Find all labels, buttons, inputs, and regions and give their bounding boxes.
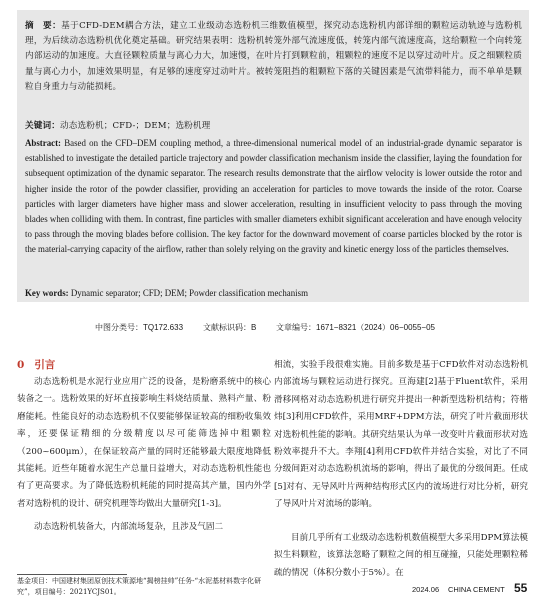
keywords-en xyxy=(25,286,522,301)
footnote-rule xyxy=(17,574,127,575)
body-left-paragraph-1: 动态选粉机是水泥行业应用广泛的设备，是粉磨系统中的核心装备之一。选粉效果的好坏直接影响生料烧结质量、熟料产量、粉磨能耗。性能良好的动态选粉机不仅要能够保证较高的细粉收集效率，还要保证精细的分级精度以尽可能筛选掉中粗颗粒（200~600μm），在保证较高产量的同时还能够最大限度地降低其能耗。近些年随着水泥生产总量日益增大，对动态选粉机性能也有了更高要求。为了降低选粉机耗能的同时提高其产量，国内外学者对选粉机的设计、研究机理等均做出大量研究[1-3]。 xyxy=(17,377,271,509)
page-number: 55 xyxy=(514,581,528,595)
section-heading xyxy=(17,357,55,372)
keywords-cn-label: 关键词： xyxy=(25,121,60,131)
body-right-paragraph-2: 目前几乎所有工业级动态选粉机数值模型大多采用DPM算法模拟生料颗粒，该算法忽略了颗粒之间的相互碰撞，只能处理颗粒稀疏的情况（体积分数小于5%）。在 xyxy=(274,533,528,578)
abstract-cn xyxy=(25,19,522,95)
section-number: 0 xyxy=(17,359,25,371)
keywords-en-label: Key words: xyxy=(25,288,69,298)
footer-journal: CHINA CEMENT xyxy=(448,585,505,594)
abstract-cn-text: 基于CFD-DEM耦合方法，建立工业级动态选粉机三维数值模型，探究动态选粉机内部详细的颗粒运动轨迹与选粉机理，为后续动态选粉机优化奠定基础。研究结果表明：选粉机转笼外部气流速度低，转笼内部气流速度高，这给颗粒一个向转笼内部运动的加速度。大直径颗粒质量与离心力大，加速慢，在叶片打到颗粒前，粗颗粒的速度不足以穿过动叶片。反之细颗粒质量与离心力小，加速效果明显，有足够的速度穿过动叶片。被转笼阻挡的粗颗粒下落的关键因素是气流带料能力，而不单单是颗粒自身重力与动能损耗。 xyxy=(25,21,522,92)
abstract-en-text: Based on the CFD–DEM coupling method, a three-dimensional numerical model of an industrial-grade dynamic separator is established to investigate the detailed particle trajectory and powder classification mechanism inside the classifier, laying the foundation for subsequent optimization of the dynamic separator. The research results demonstrate that the airflow velocity is lower outside the rotor and higher inside the rotor of the powder classifier, providing an acceleration for particles to move towards the inside of the rotor. Coarse particles with larger diameters have higher mass and slower acceleration, resulting in insufficient velocity to pass through the moving blades when colliding with them. In contrast, fine particles with smaller diameters exhibit significant acceleration and have enough velocity to pass through the moving blades before collision. The key factor for the downward movement of coarse particles blocked by the rotor is the material-carrying capacity of the airflow, rather than solely relying on the gravity and kinetic energy loss of the particles themselves. xyxy=(25,138,522,255)
section-title: 引言 xyxy=(34,359,56,371)
keywords-cn-text: 动态选粉机；CFD-；DEM；选粉机理 xyxy=(59,121,211,131)
abstract-en xyxy=(25,136,522,258)
abstract-cn-label: 摘 要： xyxy=(25,21,62,31)
clc-number: 中图分类号：TQ172.633 xyxy=(95,323,184,332)
keywords-en-text: Dynamic separator; CFD; DEM; Powder classification mechanism xyxy=(70,288,308,298)
footnote: 基金项目：中国建材集团原创技术策源地“揭榜挂帅”任务-“水泥基材料数字化研究”，项目编号：2021YCJS01。 xyxy=(17,577,262,596)
body-right-paragraph-1: 相流，实验手段很难实施。目前多数是基于CFD软件对动态选粉机内部流场与颗粒运动进行探究。亘海建[2]基于Fluent软件，采用滑移网格对动态选粉机进行研究并提出一种新型选粉机结构；符楷炜[3]利用CFD软件，采用MRF+DPM方法，研究了叶片截面形状对选粉机性能的影响。其研究结果认为单一改变叶片截面形状对选粉效率提升不大。李翔[4]利用CFD软件并结合实验，对比了不同分级间距对动态选粉机流场的影响，得出了最优的分级间距。任成[5]对有、无导风叶片两种结构形式区内的流场进行对比分析，研究了导风叶片对流场的影响。 xyxy=(274,360,528,510)
article-number: 文章编号：1671−8321（2024）06−0055−05 xyxy=(276,323,435,332)
keywords-cn xyxy=(25,119,522,134)
abstract-en-label: Abstract: xyxy=(25,138,61,148)
document-code: 文献标识码：B xyxy=(203,323,257,332)
body-left-paragraph-2: 动态选粉机装备大，内部流场复杂，且涉及气固二 xyxy=(34,522,224,532)
footer-date: 2024.06 xyxy=(412,585,440,594)
